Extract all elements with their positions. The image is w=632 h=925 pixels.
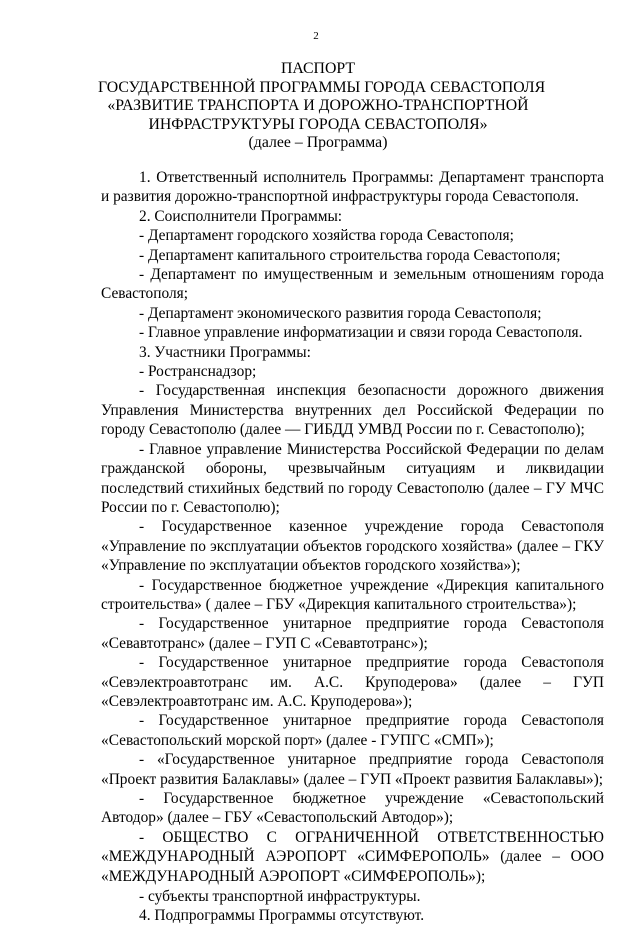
list-item: - «Государственное унитарное предприятие города Севастополя «Проект развития Балаклавы» (далее – ГУП «Проект развития Балаклавы»);	[101, 751, 604, 788]
list-item: - Главное управление Министерства Российской Федерации по делам гражданской обороны, чрезвычайным ситуациям и ликвидации последствий стихийных бедствий по городу Севастополю (далее – ГУ МЧС России по г. Севастополю);	[101, 440, 604, 516]
list-item: - Департамент капитального строительства города Севастополя;	[139, 246, 561, 264]
heading-line-5: (далее – Программа)	[248, 134, 388, 152]
list-item: - Департамент экономического развития города Севастополя;	[139, 304, 542, 322]
document-body	[101, 168, 604, 925]
list-item: - Ространснадзор;	[139, 363, 257, 381]
list-item: - Главное управление информатизации и связи города Севастополя.	[139, 324, 583, 342]
list-item: - Департамент по имущественным и земельным отношениям города Севастополя;	[101, 266, 604, 303]
paragraph-participants-heading: 3. Участники Программы:	[139, 343, 311, 361]
list-item: - Государственная инспекция безопасности дорожного движения Управления Министерства внутренних дел Российской Федерации по городу Севастополю (далее — ГИБДД УМВД России по г. Севастополю);	[101, 382, 604, 439]
list-item: - Государственное унитарное предприятие города Севастополя «Севэлектроавтотранс им. А.С. Круподерова» (далее – ГУП «Севэлектроавтотранс им. А.С. Круподерова»);	[101, 654, 604, 710]
paragraph-subprograms: 4. Подпрограммы Программы отсутствуют.	[139, 907, 425, 924]
list-item: - Государственное унитарное предприятие города Севастополя «Севавтотранс» (далее – ГУП С «Севавтотранс»);	[101, 615, 604, 652]
heading-line-3: «РАЗВИТИЕ ТРАНСПОРТА И ДОРОЖНО-ТРАНСПОРТНОЙ	[107, 97, 529, 115]
paragraph-coexecutors-heading: 2. Соисполнители Программы:	[139, 207, 343, 225]
document-heading	[98, 60, 546, 153]
list-item: - Государственное бюджетное учреждение «Дирекция капитального строительства» ( далее – ГБУ «Дирекция капитального строительства»);	[101, 576, 604, 613]
list-item: - Департамент городского хозяйства города Севастополя;	[139, 227, 514, 245]
paragraph-responsible-executor: 1. Ответственный исполнитель Программы: Департамент транспорта и развития дорожно-транспортной инфраструктуры города Севастополя.	[101, 169, 604, 206]
list-item: - ОБЩЕСТВО С ОГРАНИЧЕННОЙ ОТВЕТСТВЕННОСТЬЮ «МЕЖДУНАРОДНЫЙ АЭРОПОРТ «СИМФЕРОПОЛЬ» (далее – ООО «МЕЖДУНАРОДНЫЙ АЭРОПОРТ «СИМФЕРОПОЛЬ»);	[101, 828, 604, 885]
page-number: 2	[313, 30, 319, 42]
list-item: - Государственное унитарное предприятие города Севастополя «Севастопольский морской порт» (далее - ГУПГС «СМП»);	[101, 712, 604, 749]
heading-line-2: ГОСУДАРСТВЕННОЙ ПРОГРАММЫ ГОРОДА СЕВАСТОПОЛЯ	[98, 78, 546, 96]
heading-line-4: ИНФРАСТРУКТУРЫ ГОРОДА СЕВАСТОПОЛЯ»	[148, 115, 488, 133]
heading-line-1: ПАСПОРТ	[280, 60, 355, 77]
list-item: - субъекты транспортной инфраструктуры.	[139, 887, 421, 905]
list-item: - Государственное бюджетное учреждение «Севастопольский Автодор» (далее – ГБУ «Севастопольский Автодор»);	[101, 790, 604, 827]
list-item: - Государственное казенное учреждение города Севастополя «Управление по эксплуатации объектов городского хозяйства» (далее – ГКУ «Управление по эксплуатации объектов городского хозяйства»);	[101, 518, 604, 575]
